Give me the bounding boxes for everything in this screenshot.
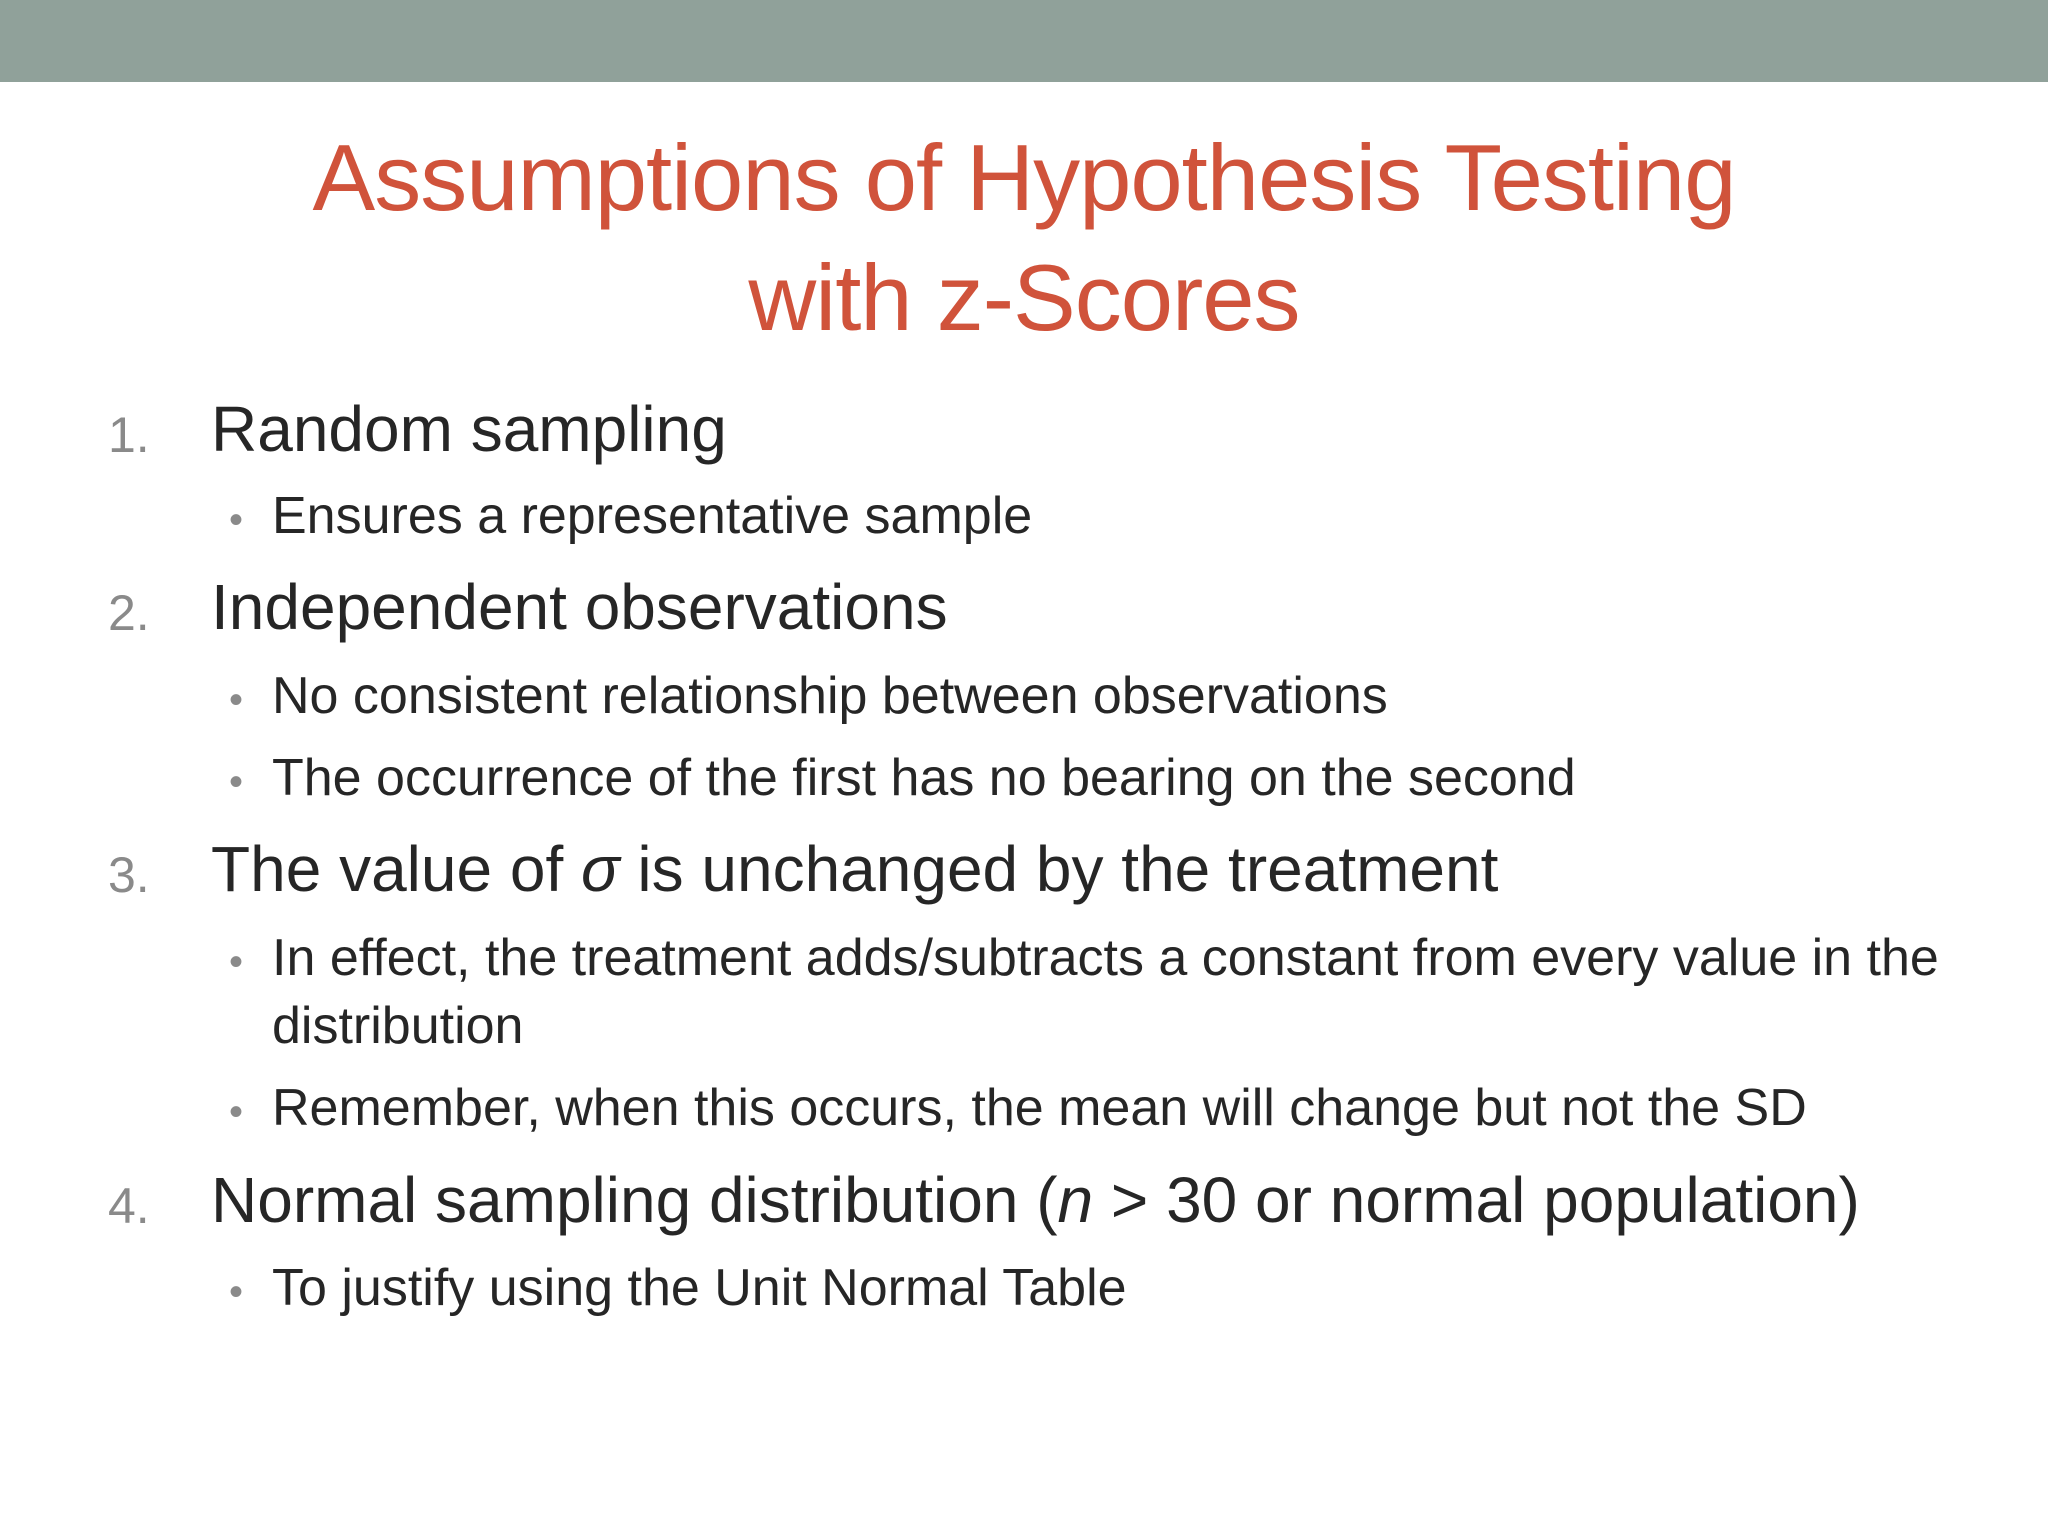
text-segment: Normal sampling distribution ( [211,1164,1058,1236]
sub-item-text: Ensures a representative sample [272,487,1033,545]
sigma-symbol: σ [581,833,620,905]
sub-item-text: Remember, when this occurs, the mean will change but not the SD [272,1079,1807,1137]
list-item-text: Random sampling [211,393,727,465]
list-item-number: 1. [108,407,150,463]
sub-item-text: The occurrence of the first has no bearing on the second [272,749,1576,807]
text-segment: > 30 or normal population) [1093,1164,1860,1236]
bullet-icon: • [229,678,244,722]
sub-item-text: To justify using the Unit Normal Table [272,1259,1127,1317]
list-item-text [211,833,1499,905]
list-item-number: 4. [108,1178,150,1234]
bullet-icon: • [229,498,244,542]
text-segment: The value of [211,833,581,905]
list-item-number: 3. [108,847,150,903]
list-item-text [211,1164,1860,1236]
bullet-icon: • [229,760,244,804]
text-segment: is unchanged by the treatment [619,833,1499,905]
list-item-number: 2. [108,585,150,641]
sub-item-text: No consistent relationship between observations [272,667,1388,725]
slide-title-line-1: Assumptions of Hypothesis Testing [312,125,1736,230]
bullet-icon: • [229,940,244,984]
bullet-icon: • [229,1270,244,1314]
slide-title-line-2: with z-Scores [748,245,1300,350]
list-item-text: Independent observations [211,571,948,643]
bullet-icon: • [229,1090,244,1134]
sub-item-text: In effect, the treatment adds/subtracts a constant from every value in the distribution [272,929,1939,1055]
n-symbol: n [1057,1164,1094,1236]
